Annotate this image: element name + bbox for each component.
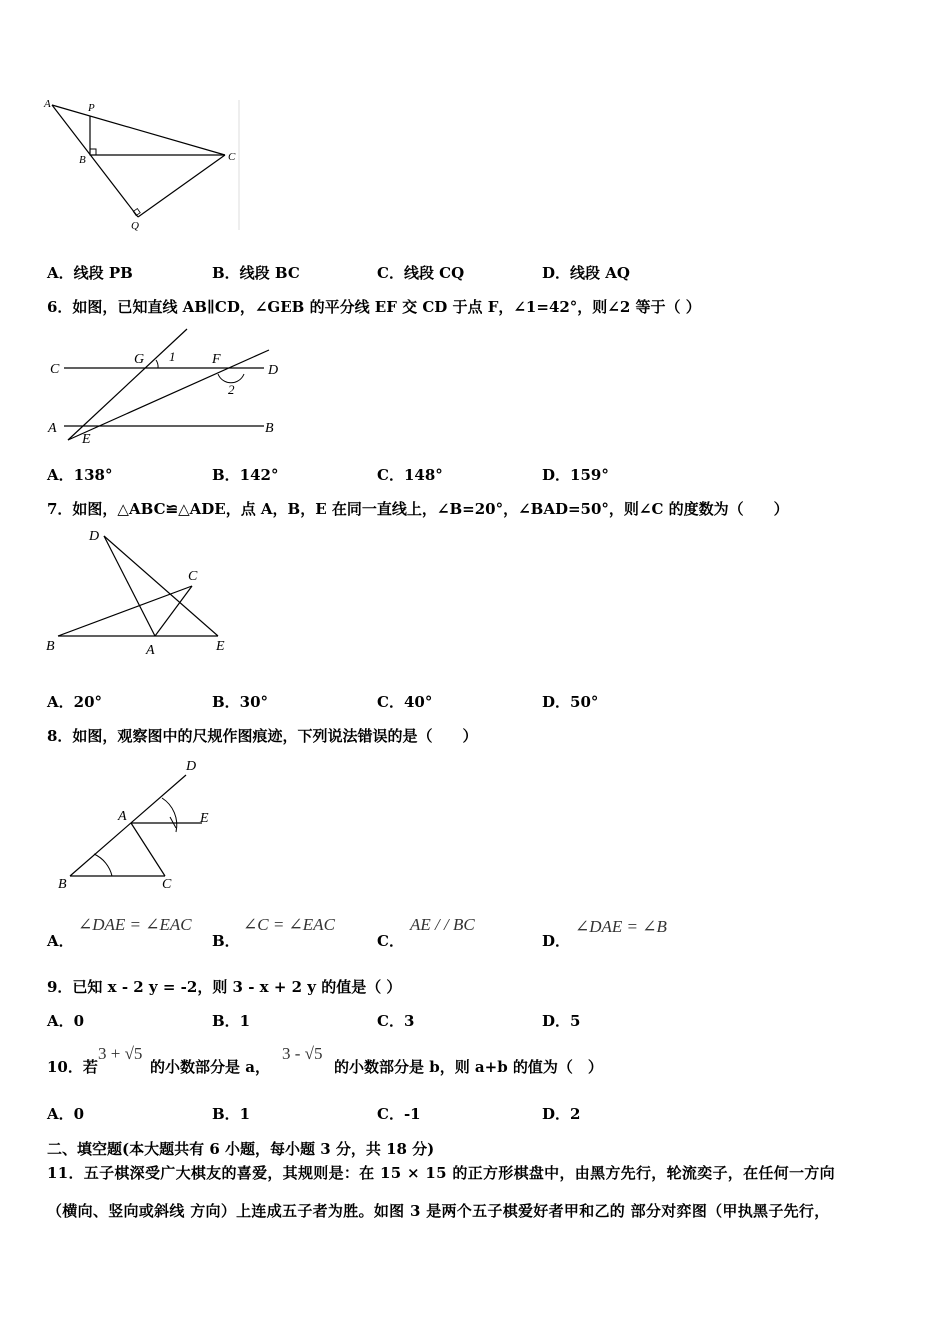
q8-figure bbox=[50, 752, 230, 897]
q6-label-1: 1 bbox=[169, 349, 176, 364]
q10-option-d: D．2 bbox=[542, 1105, 581, 1123]
q5-label-A: A bbox=[44, 98, 51, 110]
q8-label-C: C bbox=[162, 877, 172, 892]
q5-option-c: C．线段 CQ bbox=[377, 264, 465, 282]
q8-option-c-letter: C． bbox=[377, 932, 404, 950]
q6-label-A: A bbox=[48, 421, 57, 436]
q6-option-b: B．142° bbox=[212, 466, 279, 484]
q6-label-E: E bbox=[82, 432, 91, 447]
q7-label-D: D bbox=[89, 529, 100, 544]
q6-label-B: B bbox=[265, 421, 274, 436]
q6-label-G: G bbox=[134, 352, 145, 367]
q10-option-b: B．1 bbox=[212, 1105, 251, 1123]
q5-figure bbox=[40, 95, 250, 235]
q5-label-C: C bbox=[228, 151, 236, 163]
q11-line1: 11．五子棋深受广大棋友的喜爱，其规则是：在 15 × 15 的正方形棋盘中，由黑方先行，轮流奕子，在任何一方向 bbox=[47, 1164, 835, 1182]
q8-label-D: D bbox=[186, 759, 197, 774]
q10-prefix: 10．若 bbox=[47, 1058, 98, 1076]
q8-option-a-expr: ∠DAE = ∠EAC bbox=[78, 915, 192, 934]
q6-option-c: C．148° bbox=[377, 466, 443, 484]
q6-label-2: 2 bbox=[228, 382, 235, 397]
q7-label-C: C bbox=[188, 569, 198, 584]
q11-line2: （横向、竖向或斜线 方向）上连成五子者为胜。如图 3 是两个五子棋爱好者甲和乙的 部分对弈图（甲执黑子先行， bbox=[47, 1202, 830, 1220]
q7-option-a: A．20° bbox=[47, 693, 103, 711]
q5-option-b: B．线段 BC bbox=[212, 264, 300, 282]
q7-label-E: E bbox=[216, 639, 225, 654]
section2-heading: 二、填空题(本大题共有 6 小题，每小题 3 分，共 18 分) bbox=[47, 1140, 435, 1158]
q8-stem: 8．如图，观察图中的尺规作图痕迹，下列说法错误的是（ ） bbox=[47, 727, 478, 745]
q6-label-C: C bbox=[50, 362, 60, 377]
q8-option-a-letter: A． bbox=[47, 932, 74, 950]
q9-option-d: D．5 bbox=[542, 1012, 581, 1030]
q6-figure bbox=[44, 322, 294, 447]
q9-option-c: C．3 bbox=[377, 1012, 415, 1030]
q7-stem: 7．如图，△ABC≌△ADE，点 A，B，E 在同一直线上，∠B=20°，∠BAD=50°，则∠C 的度数为（ ） bbox=[47, 500, 789, 518]
q9-stem: 9．已知 x - 2 y = -2，则 3 - x + 2 y 的值是（ ） bbox=[47, 978, 402, 996]
q10-suffix: 的小数部分是 b，则 a+b 的值为（ ） bbox=[334, 1058, 603, 1076]
q7-figure bbox=[40, 522, 240, 662]
q6-option-d: D．159° bbox=[542, 466, 609, 484]
q8-label-B: B bbox=[58, 877, 67, 892]
q8-option-c-expr: AE / / BC bbox=[410, 915, 475, 934]
q9-option-b: B．1 bbox=[212, 1012, 251, 1030]
q7-option-b: B．30° bbox=[212, 693, 269, 711]
q10-option-a: A．0 bbox=[47, 1105, 85, 1123]
q10-mid: 的小数部分是 a， bbox=[150, 1058, 270, 1076]
q10-expr1: 3 + √5 bbox=[98, 1044, 143, 1063]
q6-stem: 6．如图，已知直线 AB∥CD，∠GEB 的平分线 EF 交 CD 于点 F，∠1=42°，则∠2 等于（ ） bbox=[47, 298, 701, 316]
q8-option-d-expr: ∠DAE = ∠B bbox=[575, 917, 667, 936]
q6-option-a: A．138° bbox=[47, 466, 113, 484]
q8-option-b-letter: B． bbox=[212, 932, 240, 950]
q7-label-A: A bbox=[146, 643, 155, 658]
q6-label-F: F bbox=[212, 352, 221, 367]
q7-label-B: B bbox=[46, 639, 55, 654]
q8-option-b-expr: ∠C = ∠EAC bbox=[243, 915, 335, 934]
q7-option-c: C．40° bbox=[377, 693, 433, 711]
q5-label-Q: Q bbox=[131, 220, 139, 232]
q8-label-A: A bbox=[118, 809, 127, 824]
q6-label-D: D bbox=[268, 363, 279, 378]
q5-label-P: P bbox=[88, 102, 95, 114]
q8-label-E: E bbox=[200, 811, 209, 826]
q10-expr2: 3 - √5 bbox=[282, 1044, 323, 1063]
q7-option-d: D．50° bbox=[542, 693, 599, 711]
q8-option-d-letter: D． bbox=[542, 932, 571, 950]
q5-option-d: D．线段 AQ bbox=[542, 264, 630, 282]
q10-option-c: C．-1 bbox=[377, 1105, 421, 1123]
q9-option-a: A．0 bbox=[47, 1012, 85, 1030]
q5-label-B: B bbox=[79, 154, 86, 166]
q5-option-a: A．线段 PB bbox=[47, 264, 133, 282]
